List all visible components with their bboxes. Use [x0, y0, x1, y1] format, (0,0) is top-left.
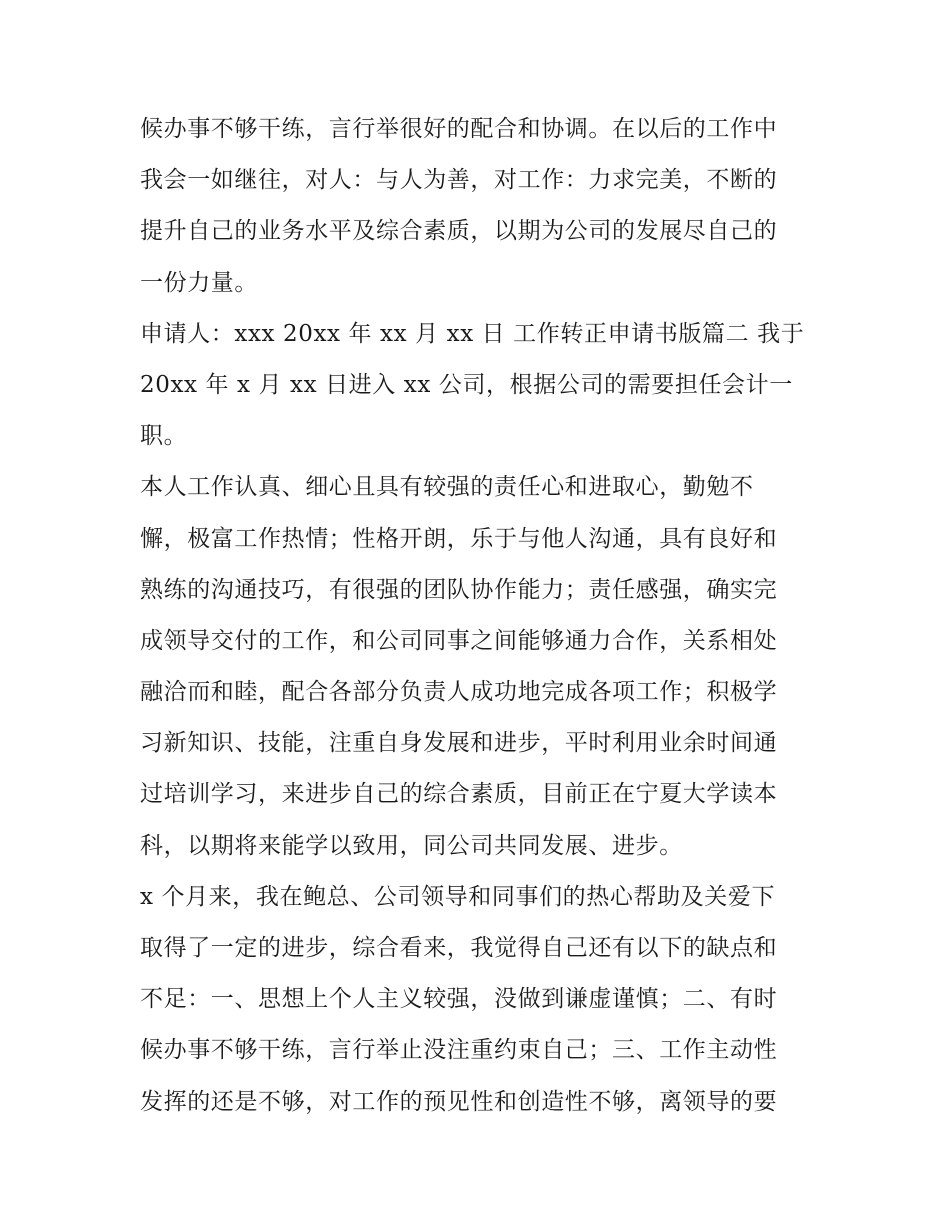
- text-line: x 个月来，我在鲍总、公司领导和同事们的热心帮助及关爱下: [140, 883, 776, 910]
- document-body: [140, 104, 820, 1128]
- text-line: 发挥的还是不够，对工作的预见性和创造性不够，离领导的要: [140, 1088, 778, 1115]
- text-line: 本人工作认真、细心且具有较强的责任心和进取心，勤勉不: [140, 474, 754, 501]
- text-line: 过培训学习，来进步自己的综合素质，目前正在宁夏大学读本: [140, 781, 778, 808]
- text-line: 候办事不够干练，言行举很好的配合和协调。在以后的工作中: [140, 116, 778, 142]
- text-line: 懈，极富工作热情；性格开朗，乐于与他人沟通，具有良好和: [140, 525, 778, 552]
- text-line: 取得了一定的进步，综合看来，我觉得自己还有以下的缺点和: [140, 935, 778, 961]
- text-line: 不足：一、思想上个人主义较强，没做到谦虚谨慎；二、有时: [140, 986, 778, 1013]
- text-line: 职。: [140, 423, 188, 450]
- text-line: 科，以期将来能学以致用，同公司共同发展、进步。: [140, 832, 683, 859]
- text-line: 提升自己的业务水平及综合素质，以期为公司的发展尽自己的: [140, 218, 778, 245]
- text-line: 一份力量。: [140, 269, 258, 296]
- text-line: 习新知识、技能，注重自身发展和进步，平时利用业余时间通: [140, 730, 778, 757]
- text-line: 融洽而和睦，配合各部分负责人成功地完成各项工作；积极学: [140, 679, 778, 706]
- text-line: 熟练的沟通技巧，有很强的团队协作能力；责任感强，确实完: [140, 576, 778, 603]
- text-line: 我会一如继往，对人：与人为善，对工作：力求完美，不断的: [140, 167, 778, 194]
- text-line: 20xx 年 x 月 xx 日进入 xx 公司，根据公司的需要担任会计一: [140, 371, 793, 398]
- text-line: 候办事不够干练，言行举止没注重约束自己；三、工作主动性: [140, 1037, 778, 1064]
- text-line: 成领导交付的工作，和公司同事之间能够通力合作，关系相处: [140, 627, 778, 654]
- text-line: 申请人：xxx 20xx 年 xx 月 xx 日 工作转正申请书版篇二 我于: [140, 320, 805, 347]
